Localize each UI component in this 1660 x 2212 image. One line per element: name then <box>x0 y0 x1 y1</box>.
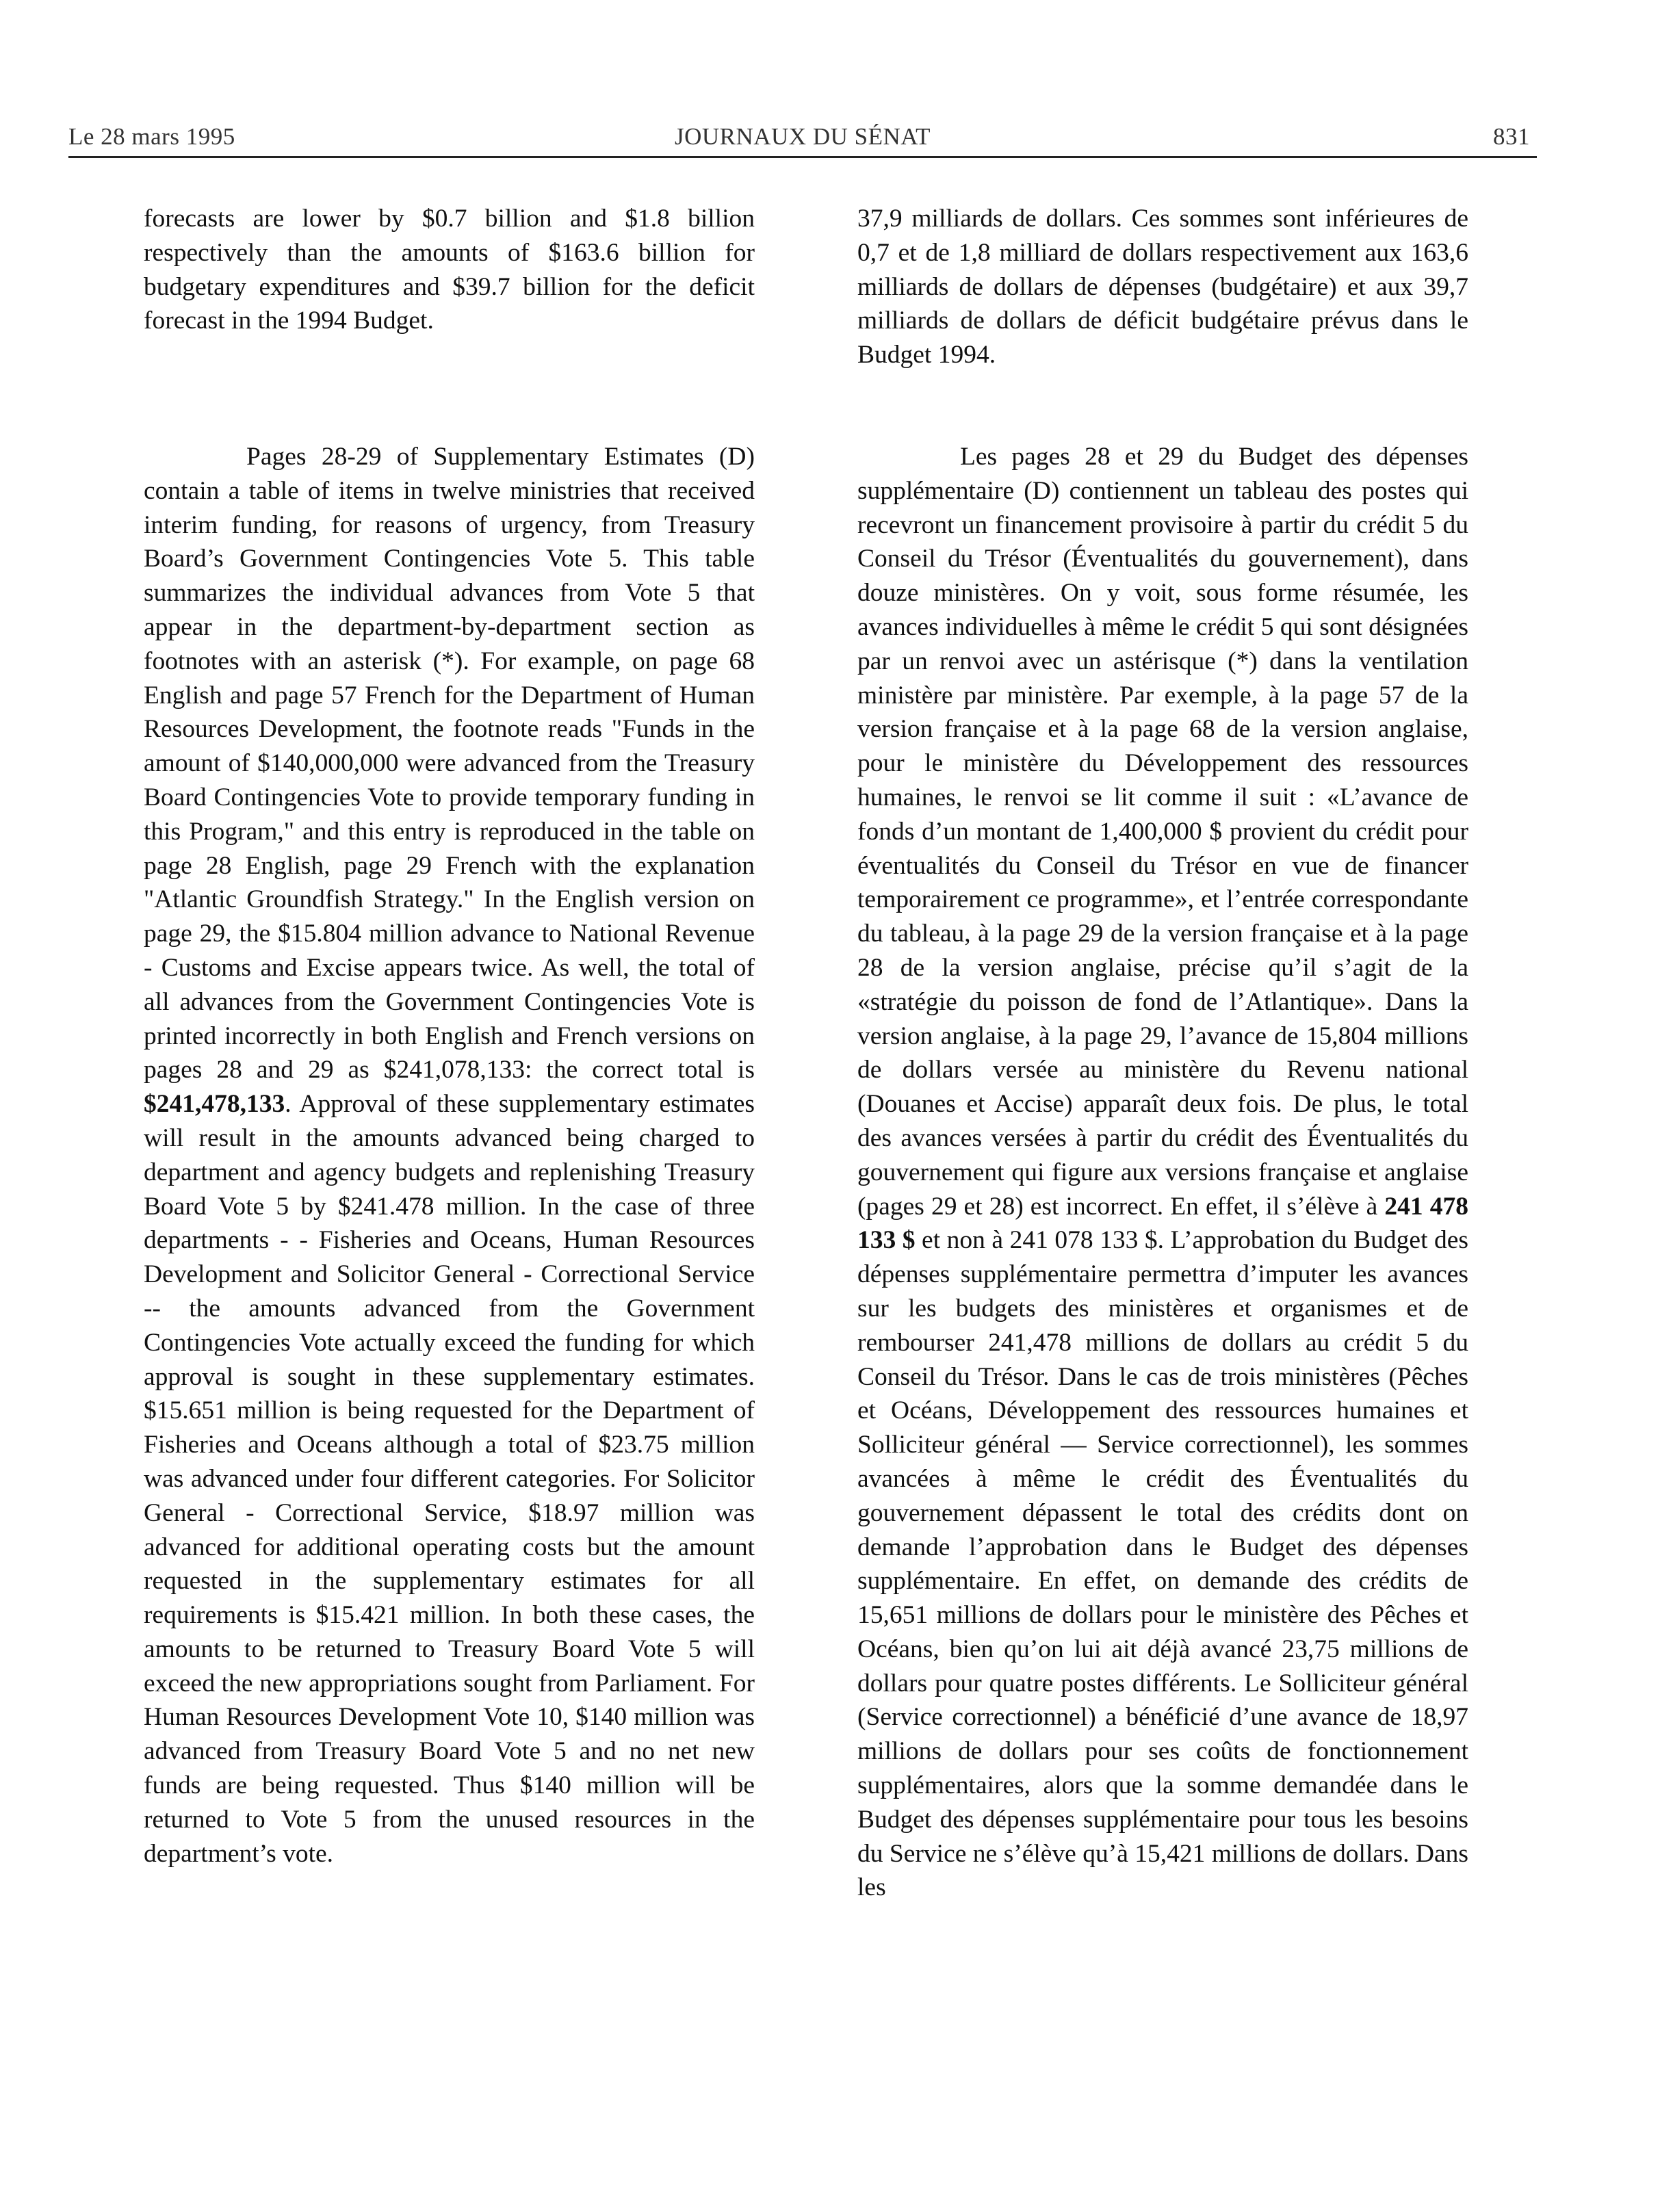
french-paragraph-1 <box>857 202 1468 372</box>
english-corrected-total: $241,478,133 <box>144 1090 285 1119</box>
french-paragraph-2-text <box>857 440 1468 1905</box>
french-corrected-total: 241 478 133 $ <box>857 1192 1468 1255</box>
french-paragraph-2-text-b: et non à 241 078 133 $. L’approbation du Budget des dépenses supplémentaire permettra d’imputer les avances sur les budgets des ministères et organismes et de rembourser 241,478 millions de dollars au crédit 5 du Conseil du Trésor. Dans le cas de trois ministères (Pêches et Océans, Développement des ressources humaines et Solliciteur général — Service correctionnel), les sommes avancées à même le crédit des Éventualités du gouvernement dépassent le total des crédits dont on demande l’approbation dans le Budget des dépenses supplémentaire. En effet, on demande des crédits de 15,651 millions de dollars pour le ministère des Pêches et Océans, bien qu’on lui ait déjà avancé 23,75 millions de dollars pour quatre postes différents. Le Solliciteur général (Service correctionnel) a bénéficié d’une avance de 18,97 millions de dollars pour ses coûts de fonctionnement supplémentaires, alors que la somme demandée dans le Budget des dépenses supplémentaire pour tous les besoins du Service ne s’élève qu’à 15,421 millions de dollars. Dans les <box>857 1226 1468 1902</box>
french-paragraph-1-text: 37,9 milliards de dollars. Ces sommes sont inférieures de 0,7 et de 1,8 milliard de dollars respectivement aux 163,6 milliards de dollars de dépenses (budgétaire) et aux 39,7 milliards de dollars de déficit budgétaire prévus dans le Budget 1994. <box>857 205 1468 369</box>
english-paragraph-1 <box>144 202 755 338</box>
english-paragraph-2-text-a: Pages 28-29 of Supplementary Estimates (D) contain a table of items in twelve ministries that received interim funding, for reasons of urgency, from Treasury Board’s Government Contingencies Vote 5. This table summarizes the individual advances from Vote 5 that appear in the department-by-department section as footnotes with an asterisk (*). For example, on page 68 English and page 57 French for the Department of Human Resources Development, the footnote reads "Funds in the amount of $140,000,000 were advanced from the Treasury Board Contingencies Vote to provide temporary funding in this Program," and this entry is reproduced in the table on page 28 English, page 29 French with the explanation "Atlantic Groundfish Strategy." In the English version on page 29, the $15.804 million advance to National Revenue - Customs and Excise appears twice. As well, the total of all advances from the Government Contingencies Vote is printed incorrectly in both English and French versions on pages 28 and 29 as $241,078,133: the correct total is <box>144 443 755 1084</box>
english-paragraph-2-text <box>144 440 755 1871</box>
french-paragraph-2-text-a: Les pages 28 et 29 du Budget des dépenses supplémentaire (D) contiennent un tableau des postes qui recevront un financement provisoire à partir du crédit 5 du Conseil du Trésor (Éventualités du gouvernement), dans douze ministères. On y voit, sous forme résumée, les avances individuelles à même le crédit 5 qui sont désignées par un renvoi avec un astérisque (*) dans la ventilation ministère par ministère. Par exemple, à la page 57 de la version française et à la page 68 de la version anglaise, pour le ministère du Développement des ressources humaines, le renvoi se lit comme il suit : «L’avance de fonds d’un montant de 1,400,000 $ provient du crédit pour éventualités du Conseil du Trésor en vue de financer temporairement ce programme», et l’entrée correspondante du tableau, à la page 29 de la version française et à la page 28 de la version anglaise, précise qu’il s’agit de la «stratégie du poisson de fond de l’Atlantique». Dans la version anglaise, à la page 29, l’avance de 15,804 millions de dollars versée au ministère du Revenu national (Douanes et Accise) apparaît deux fois. De plus, le total des avances versées à partir du crédit des Éventualités du gouvernement qui figure aux versions française et anglaise (pages 29 et 28) est incorrect. En effet, il s’élève à <box>857 443 1468 1221</box>
english-paragraph-1-text: forecasts are lower by $0.7 billion and $1.8 billion respectively than the amounts of $163.6 billion for budgetary expenditures and $39.7 billion for the deficit forecast in the 1994 Budget. <box>144 205 755 335</box>
header-rule <box>68 156 1537 158</box>
page-number: 831 <box>1493 123 1530 150</box>
running-head <box>68 120 1537 159</box>
english-paragraph-2 <box>144 440 755 1871</box>
header-date: Le 28 mars 1995 <box>68 123 235 150</box>
french-paragraph-2 <box>857 440 1468 1905</box>
journal-title: JOURNAUX DU SÉNAT <box>674 123 931 150</box>
english-paragraph-2-text-b: . Approval of these supplementary estimates will result in the amounts advanced being charged to department and agency budgets and replenishing Treasury Board Vote 5 by $241.478 million. In the case of three departments - - Fisheries and Oceans, Human Resources Development and Solicitor General - Correctional Service -- the amounts advanced from the Government Contingencies Vote actually exceed the funding for which approval is sought in these supplementary estimates. $15.651 million is being requested for the Department of Fisheries and Oceans although a total of $23.75 million was advanced under four different categories. For Solicitor General - Correctional Service, $18.97 million was advanced for additional operating costs but the amount requested in the supplementary estimates for all requirements is $15.421 million. In both these cases, the amounts to be returned to Treasury Board Vote 5 will exceed the new appropriations sought from Parliament. For Human Resources Development Vote 10, $140 million was advanced from Treasury Board Vote 5 and no net new funds are being requested. Thus $140 million will be returned to Vote 5 from the unused resources in the department’s vote. <box>144 1090 755 1868</box>
